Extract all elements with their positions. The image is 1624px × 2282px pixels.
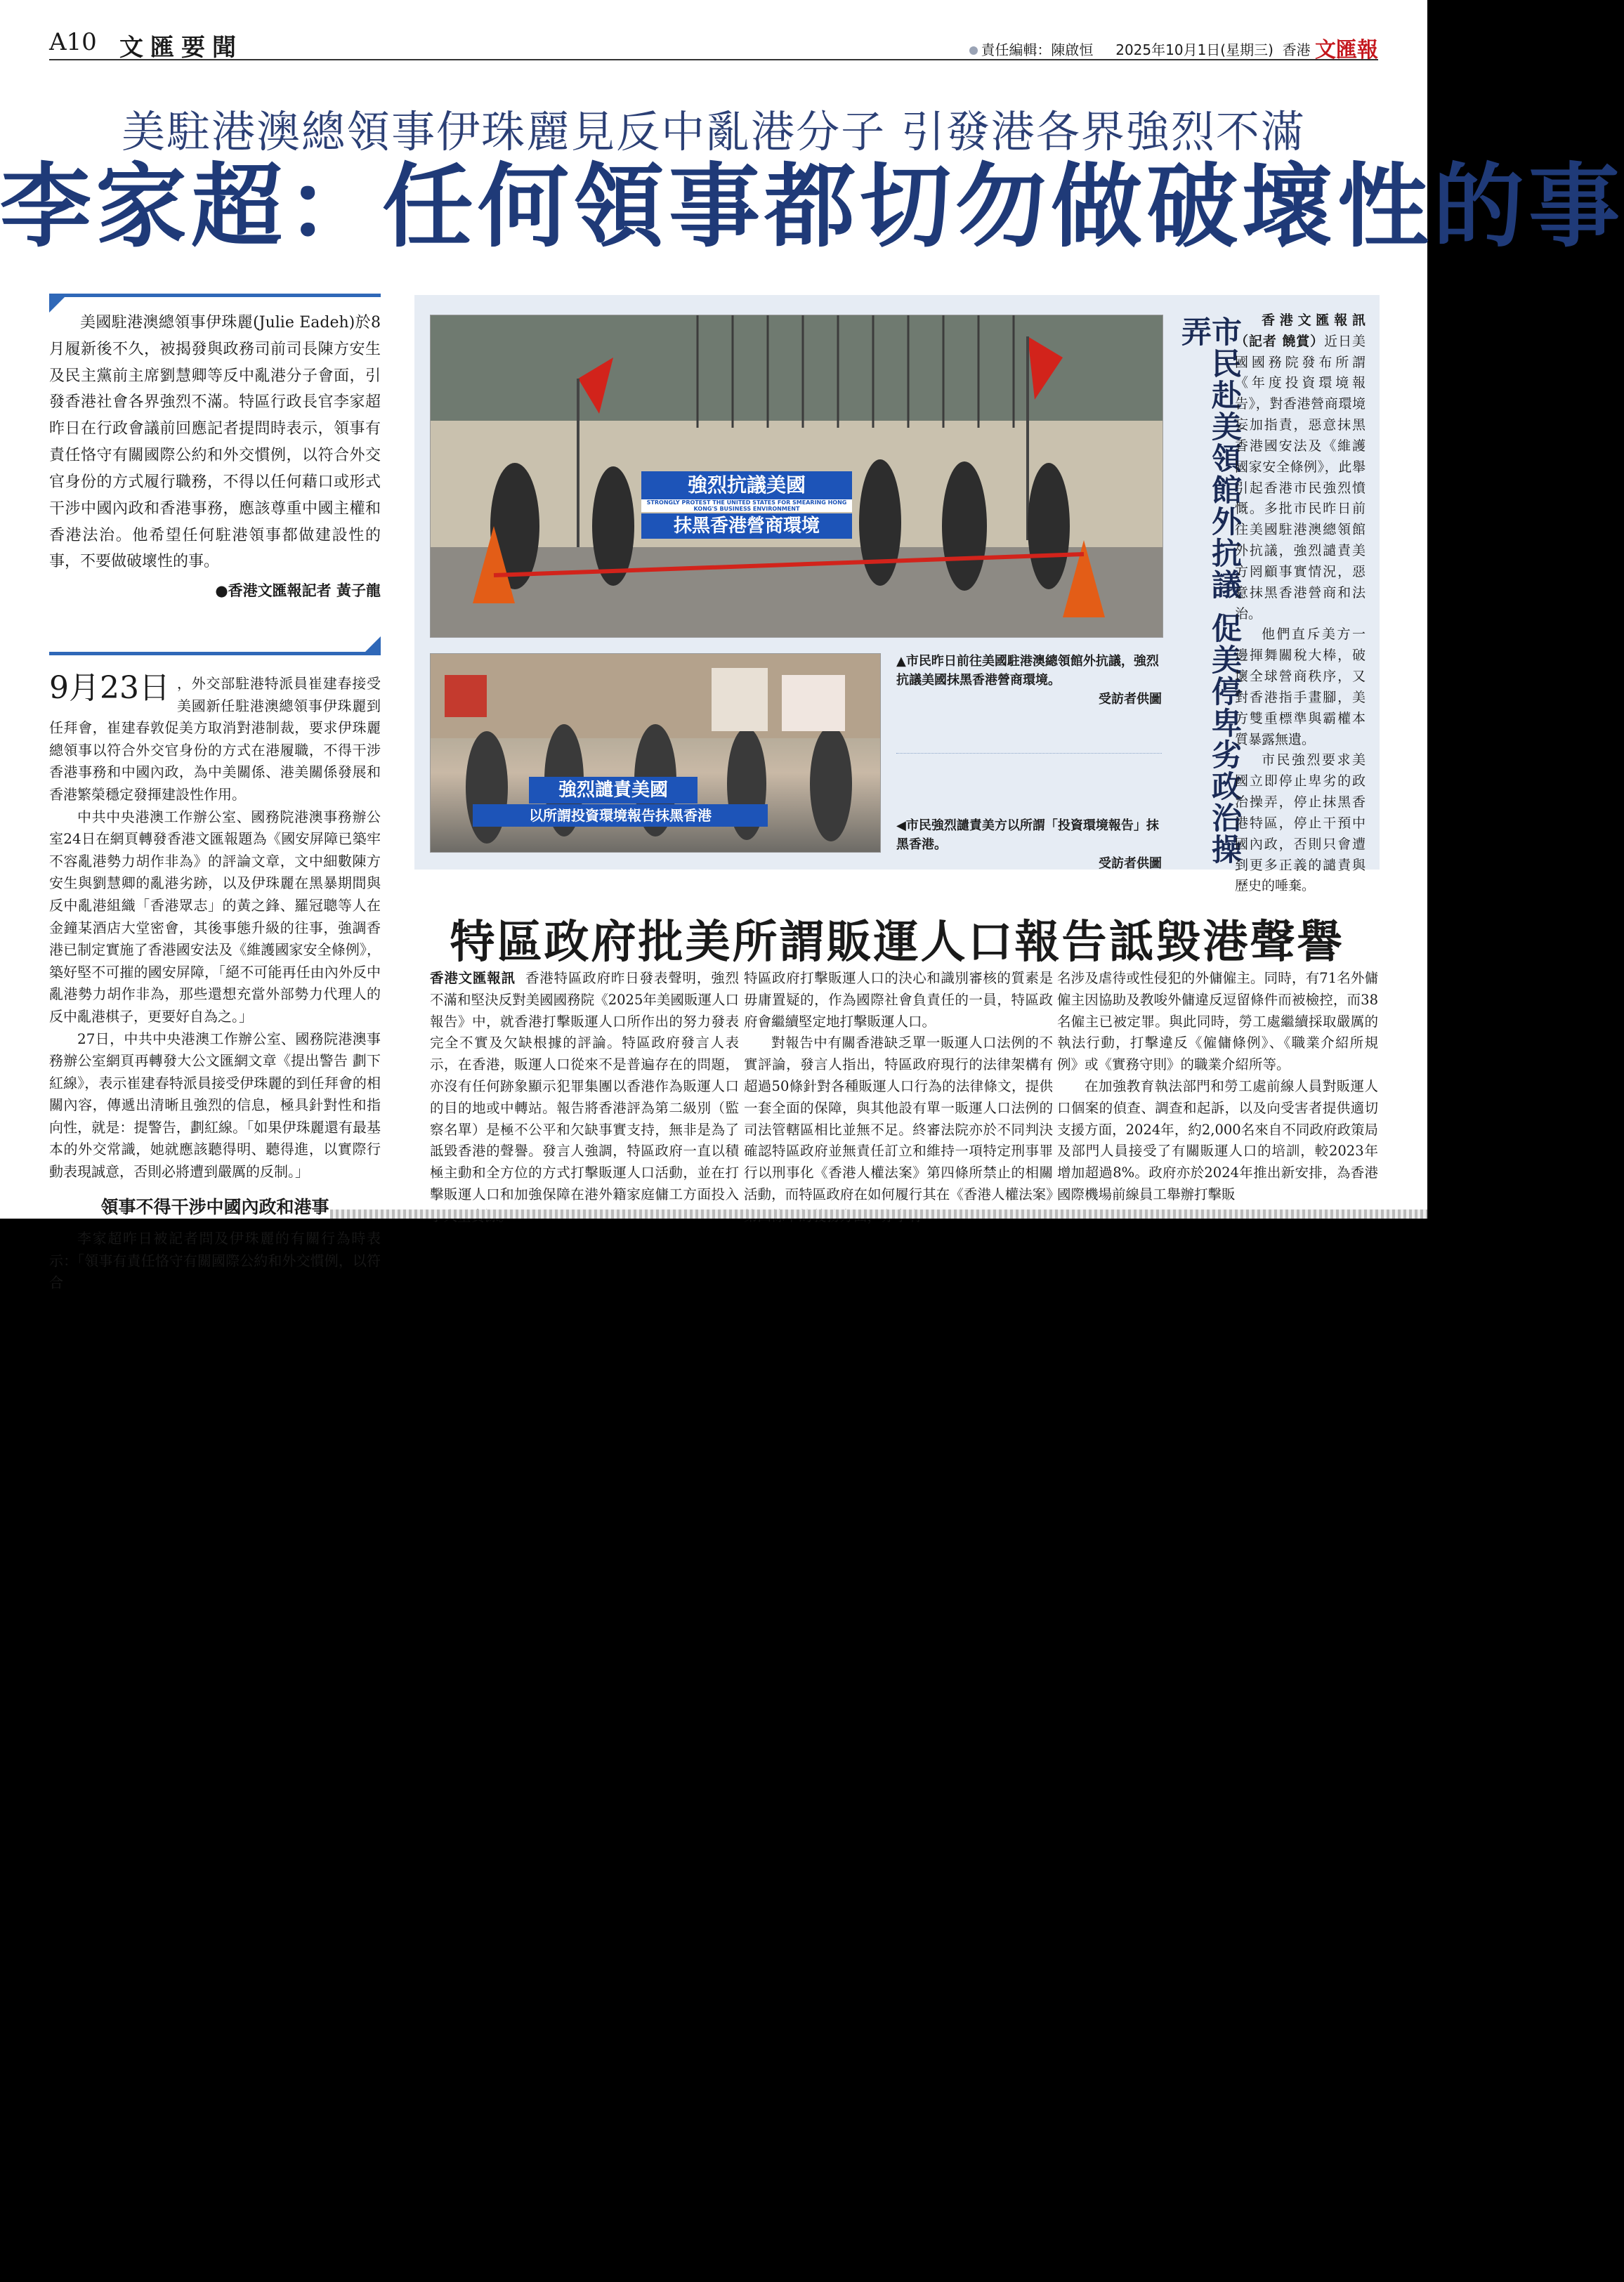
photo-2-source: 受訪者供圖 [1099, 856, 1162, 871]
paper-logo: 文匯報 [1315, 38, 1378, 63]
article-paragraph: 他們直斥美方一邊揮舞關稅大棒，破壞全球營商秩序，又對香港指手畫腳，美方雙重標準與霸權本質暴露無遺。 [1235, 627, 1366, 747]
main-headline: 李家超：任何領事都切勿做破壞性的事 [0, 152, 1624, 260]
photo-story-vertical-headline: 市民赴美領館外抗議 促美停卑劣政治操弄 [1177, 316, 1242, 865]
intro-text: 美國駐港澳總領事伊珠麗(Julie Eadeh)於8月履新後不久，被揭發與政務司前司長陳方安生及民主黨前主席劉慧卿等反中亂港分子會面，引發香港社會各界強烈不滿。特區行政長官李家超昨日在行政會議前回應記者提問時表示，領事有責任恪守有關國際公約和外交慣例，以符合外交官身份的方式履行職務，不得以任何藉口或形式干涉中國內政和香港事務，應該尊重中國主權和香港法治。他希望任何駐港領事都做建設性的事，不要做破壞性的事。 [49, 314, 381, 571]
page-header [49, 25, 1378, 63]
second-headline: 特區政府批美所謂販運人口報告詆毀港聲譽 [450, 917, 1344, 969]
intro-box [49, 294, 381, 655]
protest-banner-2: 抹黑香港營商環境 [641, 513, 852, 539]
photo-story-panel [414, 295, 1380, 894]
article-paragraph: 9月23日 ，外交部駐港特派員崔建春接受美國新任駐港澳總領事伊珠麗到任拜會，崔建春敦促美方取消對港制裁，要求伊珠麗總領事以符合外交官身份的方式在港履職，不得干涉香港事務和中國內政，為中美關係、港美關係發展和香港繁榮穩定發揮建設性作用。 [49, 670, 381, 803]
section-name: 文匯要聞 [119, 34, 243, 62]
bullet-icon [969, 46, 978, 55]
protest-banner-1: 強烈抗議美國 [641, 471, 852, 499]
article-paragraph: 對報告中有關香港缺乏單一販運人口法例的不實評論，發言人指出，特區政府現行的法律架構有超過50條針對各種販運人口行為的法律條文，提供一套全面的保障，與其他設有單一販運人口法例的司法管轄區相比並無不足。終審法院亦於不同判決確認特區政府並無責任訂立和維持一項特定刑事罪行以刑事化《香港人權法案》第四條所禁止的相關活動，而特區政府在如何履行其在《香港人權法案》 [744, 1035, 1053, 1202]
header-meta [969, 32, 1378, 63]
kicker-headline: 美駐港澳總領事伊珠麗見反中亂港分子 引發港各界強烈不滿 [122, 106, 1306, 157]
article-paragraph: 在加強教育執法部門和勞工處前線人員對販運人口個案的偵查、調查和起訴，以及向受害者提供適切支援方面，2024年，約2,000名來自不同政府政策局及部門人員接受了有關販運人口的培訓，較2023年增加超過8%。政府亦於2024年推出新安排，為香港國際機場前線員工舉辦打擊販 [1057, 1077, 1378, 1202]
article-paragraph: 李家超昨日被記者問及伊珠麗的有關行為時表示：「領事有責任恪守有關國際公約和外交慣例，以符合 [49, 1230, 381, 1292]
byline: 香港文匯報訊 [430, 970, 516, 986]
second-article-col-1: 香港文匯報訊 香港特區政府昨日發表聲明，強烈不滿和堅決反對美國國務院《2025年美國販運人口報告》中，就香港打擊販運人口所作出的努力發表完全不實及欠缺根據的評論。特區政府發言人表示，在香港，販運人口從來不是普遍存在的問題，亦沒有任何跡象顯示犯罪集團以香港作為販運人口的目的地或中轉站。報告將香港評為第二級別（監察名單）是極不公平和欠缺事實支持，無非是為了詆毀香港的聲譽。發言人強調，特區政府一直以積極主動和全方位的方式打擊販運人口活動，並在打擊販運人口和加強保障在港外籍家庭傭工方面投入 [430, 970, 739, 1202]
intro-byline: ●香港文匯報記者 黃子龍 [215, 582, 381, 600]
issue-date: 2025年10月1日(星期三) [1115, 41, 1273, 58]
protest-photo-1 [430, 315, 1163, 638]
article-subhead: 領事不得干涉中國內政和港事 [100, 1196, 329, 1217]
article-paragraph: 名涉及虐待或性侵犯的外傭僱主。同時，有71名外傭僱主因協助及教唆外傭違反逗留條件而被檢控，而38名僱主已被定罪。與此同時，勞工處繼續採取嚴厲的執法行動，打擊違反《僱傭條例》、《職業介紹所規例》或《實務守則》的職業介紹所等。 [1057, 970, 1378, 1073]
photo-1-caption: ▲市民昨日前往美國駐港澳總領館外抗議，強烈抗議美國抹黑香港營商環境。 受訪者供圖 [896, 652, 1162, 709]
article-paragraph: 特區政府打擊販運人口的決心和識別審核的質素是毋庸置疑的，作為國際社會負責任的一員，特區政府會繼續堅定地打擊販運人口。 [744, 970, 1053, 1030]
paper-place: 香港 [1282, 41, 1311, 58]
caption-divider [896, 753, 1162, 754]
second-article-col-3 [1057, 968, 1378, 1206]
article-paragraph: 中共中央港澳工作辦公室、國務院港澳事務辦公室24日在網頁轉發香港文匯報題為《國安屏障已築牢 不容亂港勢力胡作非為》的評論文章，文中細數陳方安生與劉慧卿的亂港劣跡，以及伊珠麗在黑暴期間與反中亂港組織「香港眾志」的黃之鋒、羅冠聰等人在金鐘某酒店大堂密會，其後事態升級的往事，強調香港已制定實施了香港國安法及《維護國家安全條例》，築好堅不可摧的國安屏障，「絕不可能再任由內外反中亂港勢力胡作非為，那些還想充當外部勢力代理人的反中亂港棋子，更要好自為之。」 [49, 808, 381, 1025]
photo-2-caption: ◀市民強烈譴責美方以所謂「投資環境報告」抹黑香港。 受訪者供圖 [896, 816, 1162, 873]
corner-decoration [365, 636, 381, 652]
editor-credit: 責任編輯：陳啟恒 [981, 41, 1094, 58]
dateline: 9月23日 [49, 670, 170, 706]
second-article-col-2 [744, 968, 1053, 1228]
protest-banner-3: 強烈譴責美國 [529, 777, 698, 804]
protest-photo-2 [430, 653, 881, 853]
photo-1-source: 受訪者供圖 [1099, 692, 1162, 707]
left-article [49, 670, 381, 1294]
byline: 香港文匯報訊（記者 饒賞） [1235, 313, 1366, 349]
page-cut-edge [330, 1209, 1427, 1219]
protest-banner-en: STRONGLY PROTEST THE UNITED STATES FOR SMEARING HONG KONG'S BUSINESS ENVIRONMENT [641, 499, 852, 512]
corner-decoration [49, 297, 65, 313]
photo-story-text: 香港文匯報訊（記者 饒賞）近日美國國務院發布所謂《年度投資環境報告》，對香港營商環境妄加指責，惡意抹黑香港國安法及《維護國家安全條例》，此舉引起香港市民強烈憤慨。多批市民昨日前往美國駐港澳總領館外抗議，強烈譴責美方罔顧事實情況，惡意抹黑香港營商和法治。 他們直斥美方一邊揮舞關稅大棒，破壞全球營商秩序，又對香港指手畫腳，美方雙重標準與霸權本質暴露無遺。 市民強烈要求美國立即停止卑劣的政治操弄，停止抹黑香港特區，停止干預中國內政，否則只會遭到更多正義的譴責與歷史的唾棄。 [1235, 310, 1366, 897]
page-number: A10 [49, 28, 97, 56]
article-paragraph: 市民強烈要求美國立即停止卑劣的政治操弄，停止抹黑香港特區，停止干預中國內政，否則只會遭到更多正義的譴責與歷史的唾棄。 [1235, 752, 1366, 894]
protest-banner-4: 以所謂投資環境報告抹黑香港 [473, 804, 768, 827]
article-paragraph: 27日，中共中央港澳工作辦公室、國務院港澳事務辦公室網頁再轉發大公文匯網文章《提出警告 劃下紅線》，表示崔建春特派員接受伊珠麗的到任拜會的相關內容，傳遞出清晰且強烈的信息，極具針對性和指向性，就是：提警告，劃紅線。「如果伊珠麗還有最基本的外交常識，她就應該聽得明、聽得進，以實際行動表現誠意，否則必將遭到嚴厲的反制。」 [49, 1030, 381, 1181]
